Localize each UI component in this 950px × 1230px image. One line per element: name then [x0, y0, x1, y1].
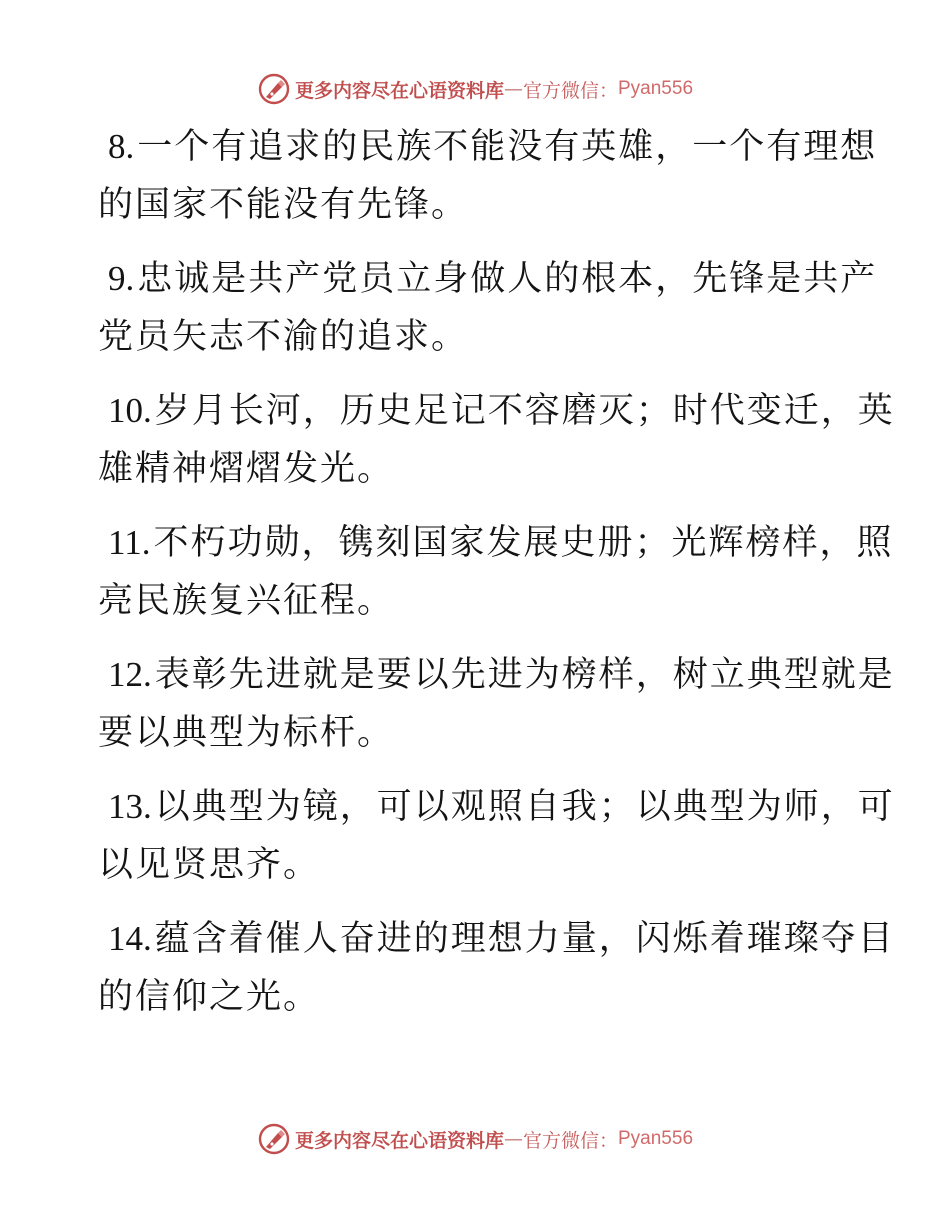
list-item-line-2: 的国家不能没有先锋。 [98, 185, 469, 225]
list-item-line-1 [98, 778, 895, 836]
list-item [98, 646, 895, 762]
site-name: 更多内容尽在心语资料库 [294, 1129, 504, 1152]
list-item-line-1 [98, 250, 878, 308]
item-text: 忠诚是共产党员立身做人的根本，先锋是共产 [137, 259, 878, 299]
list-item-line-2: 的信仰之光。 [98, 977, 321, 1017]
item-number: 10. [108, 391, 152, 430]
list-item-line-1 [98, 514, 894, 572]
item-text: 蕴含着催人奋进的理想力量，闪烁着璀璨夺目 [154, 919, 895, 959]
item-text: 一个有追求的民族不能没有英雄，一个有理想 [137, 127, 878, 167]
list-item [98, 514, 894, 630]
list-item [98, 382, 895, 498]
list-item [98, 118, 878, 234]
site-name: 更多内容尽在心语资料库 [294, 79, 504, 102]
list-item-line-1 [98, 382, 895, 440]
item-number: 12. [108, 655, 152, 694]
list-item-line-2: 雄精神熠熠发光。 [98, 449, 395, 489]
wechat-label: 官方微信： [522, 1129, 618, 1152]
wechat-account: Pyan556 [618, 1128, 694, 1149]
list-item-line-1 [98, 118, 878, 176]
list-item-line-2: 党员矢志不渝的追求。 [98, 317, 469, 357]
item-number: 14. [108, 919, 152, 958]
list-item-line-2: 亮民族复兴征程。 [98, 581, 395, 621]
wechat-account: Pyan556 [618, 78, 694, 99]
quote-list [98, 118, 895, 1042]
wechat-label: 官方微信： [522, 79, 618, 102]
separator: — [503, 1128, 523, 1150]
list-item-line-2: 以见贤思齐。 [98, 845, 321, 885]
pen-nib-circle-icon [257, 72, 291, 106]
item-text: 岁月长河，历史足记不容磨灭；时代变迁，英 [154, 391, 895, 431]
list-item-line-1 [98, 910, 895, 968]
list-item-line-2: 要以典型为标杆。 [98, 713, 395, 753]
list-item [98, 910, 895, 1026]
list-item [98, 250, 878, 366]
item-number: 9. [108, 259, 135, 298]
item-number: 13. [108, 787, 152, 826]
item-number: 8. [108, 127, 135, 166]
item-number: 11. [108, 523, 151, 562]
list-item-line-1 [98, 646, 895, 704]
separator: — [503, 78, 523, 100]
item-text: 以典型为镜，可以观照自我；以典型为师，可 [154, 787, 895, 827]
header-banner [0, 69, 950, 109]
item-text: 表彰先进就是要以先进为榜样，树立典型就是 [154, 655, 895, 695]
list-item [98, 778, 895, 894]
pen-nib-circle-icon [257, 1122, 291, 1156]
item-text: 不朽功勋，镌刻国家发展史册；光辉榜样，照 [153, 523, 894, 563]
footer-banner [0, 1119, 950, 1159]
